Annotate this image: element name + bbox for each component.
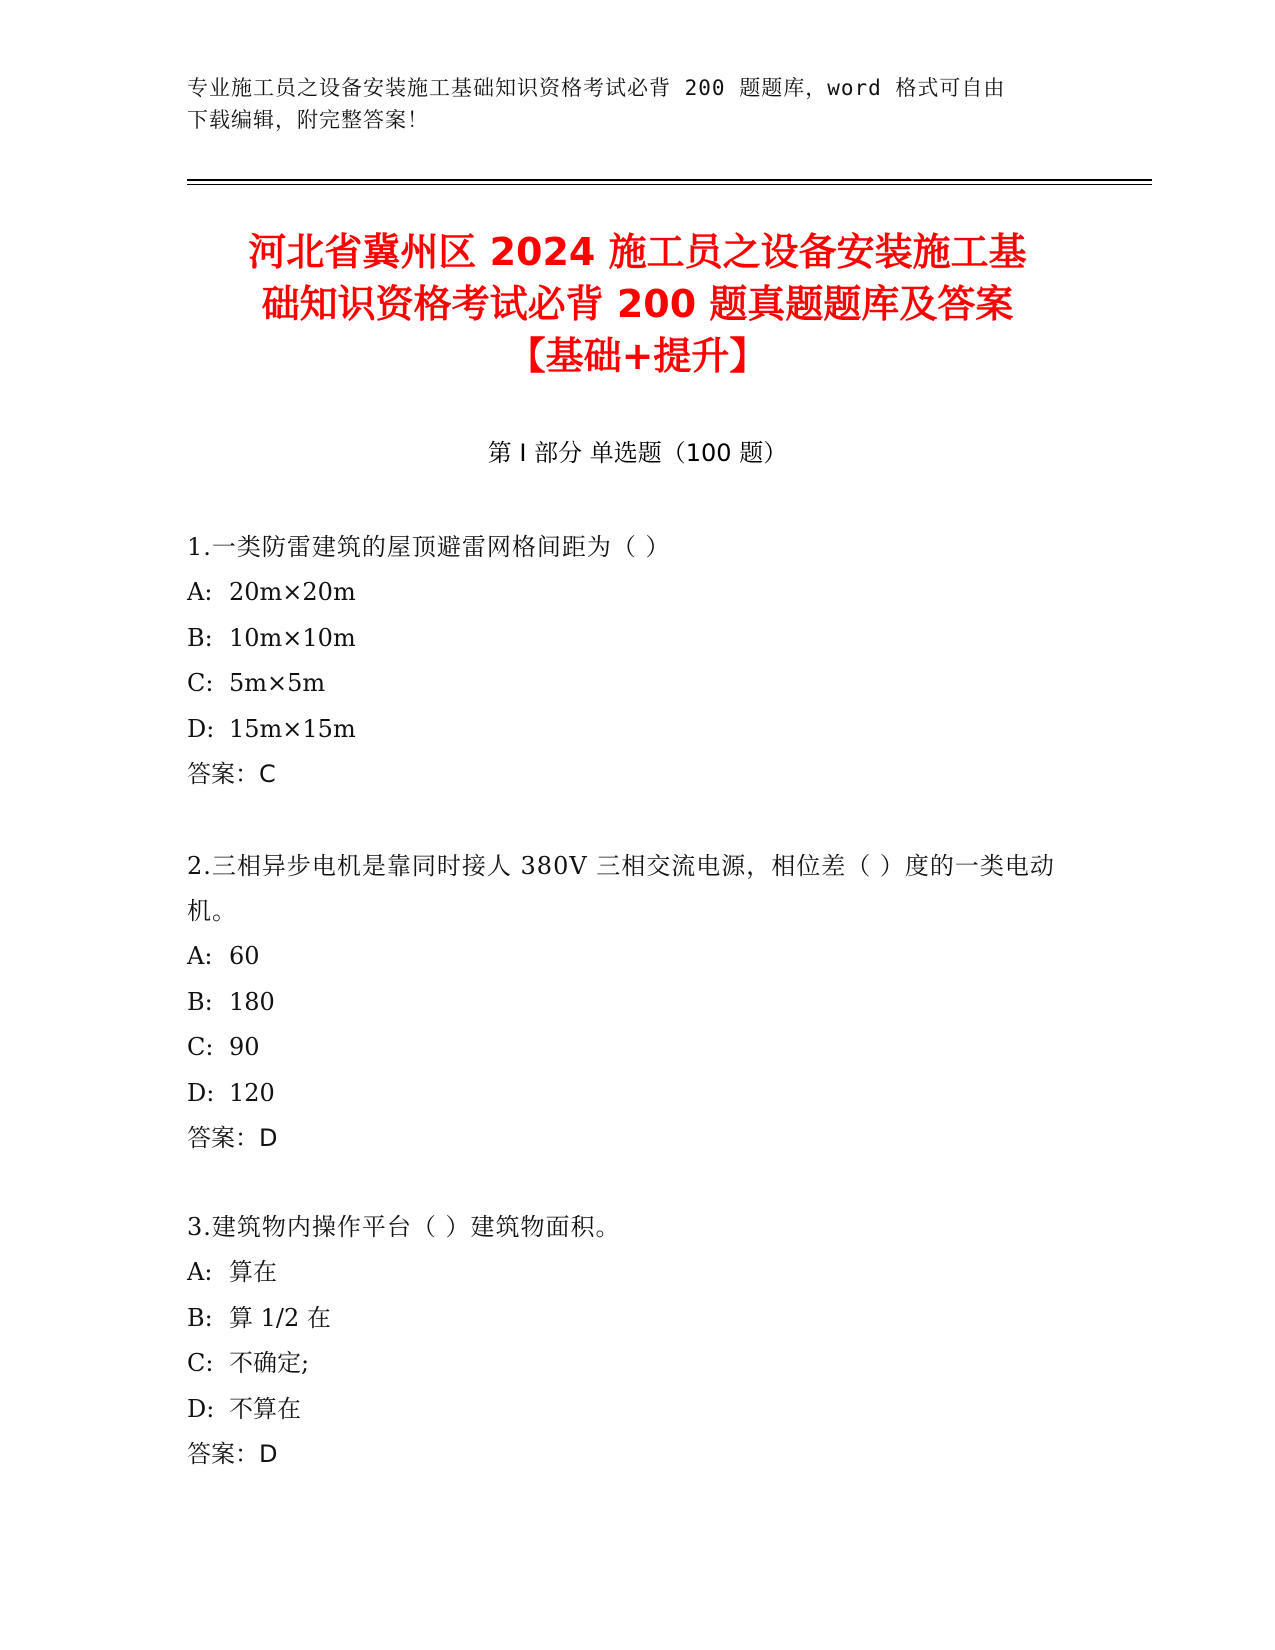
header-divider-thick [187,179,1152,181]
header-line-1: 专业施工员之设备安装施工基础知识资格考试必背 200 题题库，word 格式可自由 [187,76,1006,100]
option-a [187,570,1087,616]
answer-line: 答案：D [187,1124,278,1152]
option-d [187,1071,1087,1117]
option-letter: D: [187,1394,215,1423]
question-stem: 1.一类防雷建筑的屋顶避雷网格间距为（ ） [187,533,671,561]
header-line-2: 下载编辑，附完整答案！ [187,108,429,132]
answer-line: 答案：D [187,1440,278,1468]
option-a [187,934,1087,980]
option-letter: A: [187,942,213,970]
answer-line: 答案：C [187,760,276,788]
option-text: 60 [229,942,260,970]
option-c [187,1025,1087,1071]
question-item [187,844,1087,1161]
option-letter: A: [187,1258,213,1286]
question-stem: 3.建筑物内操作平台（ ）建筑物面积。 [187,1213,621,1241]
option-c [187,661,1087,707]
option-text: 算在 [229,1258,277,1286]
title-line-3: 【基础+提升】 [507,334,768,378]
option-text: 180 [229,987,275,1016]
option-letter: D: [187,1078,215,1107]
option-a [187,1250,1087,1296]
option-letter: B: [187,623,213,652]
option-text: 20m×20m [229,578,356,606]
option-text: 120 [229,1078,275,1107]
option-b [187,1296,1087,1342]
option-letter: D: [187,714,215,743]
option-d [187,1387,1087,1433]
header-divider-thin [187,184,1152,185]
option-d [187,707,1087,753]
option-text: 90 [229,1033,260,1061]
option-b [187,616,1087,662]
option-letter: B: [187,1303,213,1332]
option-letter: A: [187,578,213,606]
option-letter: C: [187,669,214,697]
question-item [187,525,1087,797]
option-text: 5m×5m [229,669,326,697]
document-title [120,226,1155,382]
question-stem: 2.三相异步电机是靠同时接人 380V 三相交流电源，相位差（ ）度的一类电动机。 [187,852,1055,925]
option-c [187,1341,1087,1387]
title-line-1: 河北省冀州区 2024 施工员之设备安装施工基 [248,230,1027,274]
option-letter: B: [187,987,213,1016]
option-letter: C: [187,1349,214,1377]
option-text: 15m×15m [229,714,356,743]
option-b [187,980,1087,1026]
option-letter: C: [187,1033,214,1061]
page-header [187,72,1067,136]
option-text: 不确定; [229,1349,310,1377]
option-text: 不算在 [229,1394,301,1423]
title-line-2: 础知识资格考试必背 200 题真题题库及答案 [261,282,1014,326]
option-text: 算 1/2 在 [229,1303,331,1332]
section-heading: 第 I 部分 单选题（100 题） [487,439,788,467]
option-text: 10m×10m [229,623,356,652]
question-item [187,1205,1087,1477]
